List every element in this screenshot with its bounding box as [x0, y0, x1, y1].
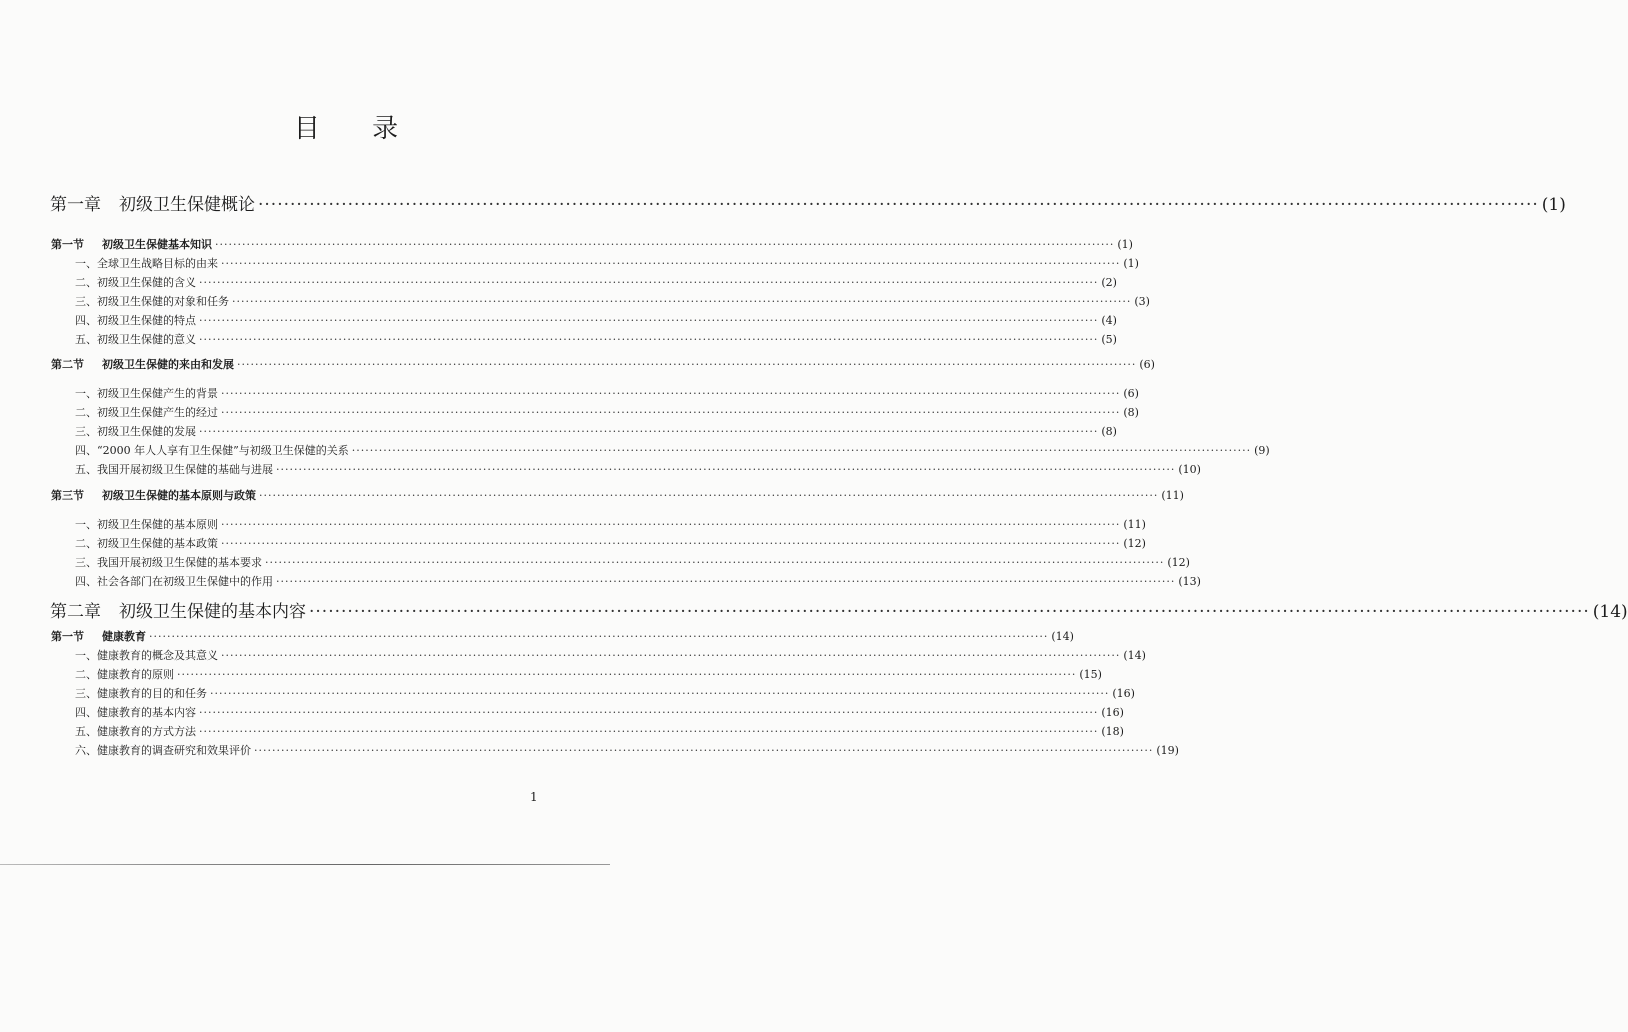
- toc-item: [75, 274, 1117, 290]
- toc-item: [75, 461, 1201, 477]
- toc-item: [75, 685, 1135, 701]
- toc-item: [75, 666, 1102, 682]
- toc-entry-title: [50, 597, 306, 622]
- toc-entry-title: 六、健康教育的调查研究和效果评价: [75, 744, 251, 757]
- toc-entry-title: 三、初级卫生保健的发展: [75, 425, 196, 438]
- leader-dots: ········································································································································································································: [221, 257, 1121, 270]
- toc-entry-title: 一、初级卫生保健的基本原则: [75, 518, 218, 531]
- leader-dots: ········································································································································································································: [221, 649, 1121, 662]
- toc-entry-number: 第三节: [51, 489, 84, 502]
- toc-entry-title: 五、我国开展初级卫生保健的基础与进展: [75, 463, 273, 476]
- toc-item: [75, 255, 1139, 271]
- toc-section: [51, 236, 1133, 252]
- toc-entry-number: 第一章: [50, 195, 101, 215]
- toc-entry-title: [51, 487, 256, 503]
- page-title: 目 录: [293, 114, 421, 144]
- toc-entry-page: (1): [1117, 238, 1133, 251]
- toc-item: [75, 723, 1124, 739]
- toc-entry-page: (6): [1139, 358, 1155, 371]
- toc-entry-title: 三、健康教育的目的和任务: [75, 687, 207, 700]
- toc-entry-page: (10): [1178, 463, 1201, 476]
- leader-dots: ········································································································································································································: [221, 387, 1121, 400]
- toc-entry-title: 二、初级卫生保健产生的经过: [75, 406, 218, 419]
- leader-dots: ········································································································································································································: [215, 238, 1115, 251]
- leader-dots: ········································································································································································································: [258, 195, 1539, 215]
- toc-entry-title: [51, 356, 234, 372]
- leader-dots: ········································································································································································································: [254, 744, 1154, 757]
- toc-section: [51, 628, 1074, 644]
- toc-entry-title: [51, 628, 146, 644]
- leader-dots: ········································································································································································································: [199, 725, 1099, 738]
- toc-entry-page: (11): [1123, 518, 1146, 531]
- toc-entry-page: (15): [1079, 668, 1102, 681]
- leader-dots: ········································································································································································································: [309, 602, 1590, 622]
- leader-dots: ········································································································································································································: [265, 556, 1165, 569]
- leader-dots: ········································································································································································································: [276, 463, 1176, 476]
- toc-item: [75, 535, 1146, 551]
- leader-dots: ········································································································································································································: [221, 537, 1121, 550]
- toc-item: [75, 423, 1117, 439]
- toc-item: [75, 742, 1179, 758]
- toc-entry-page: (12): [1123, 537, 1146, 550]
- toc-entry-title: 一、全球卫生战略目标的由来: [75, 257, 218, 270]
- toc-entry-title: [50, 190, 255, 215]
- toc-entry-page: (8): [1101, 425, 1117, 438]
- toc-entry-title: 四、“2000 年人人享有卫生保健”与初级卫生保健的关系: [75, 444, 349, 457]
- toc-entry-title: 一、初级卫生保健产生的背景: [75, 387, 218, 400]
- toc-entry-title: 四、社会各部门在初级卫生保健中的作用: [75, 575, 273, 588]
- toc-entry-page: (14): [1051, 630, 1074, 643]
- toc-entry-text: 健康教育: [102, 630, 146, 643]
- toc-item: [75, 704, 1124, 720]
- toc-item: [75, 312, 1117, 328]
- leader-dots: ········································································································································································································: [237, 358, 1137, 371]
- toc-entry-number: 第二章: [50, 602, 101, 622]
- toc-item: [75, 293, 1150, 309]
- toc-entry-title: 二、初级卫生保健的基本政策: [75, 537, 218, 550]
- toc-entry-title: 五、健康教育的方式方法: [75, 725, 196, 738]
- toc-entry-page: (1): [1123, 257, 1139, 270]
- leader-dots: ········································································································································································································: [199, 706, 1099, 719]
- toc-entry-text: 初级卫生保健基本知识: [102, 238, 212, 251]
- toc-entry-title: 三、我国开展初级卫生保健的基本要求: [75, 556, 262, 569]
- toc-chapter: [50, 190, 1566, 215]
- toc-entry-page: (19): [1156, 744, 1179, 757]
- leader-dots: ········································································································································································································: [259, 489, 1159, 502]
- toc-entry-page: (4): [1101, 314, 1117, 327]
- toc-item: [75, 573, 1201, 589]
- toc-section: [51, 356, 1155, 372]
- toc-entry-page: (9): [1254, 444, 1270, 457]
- toc-chapter: [50, 597, 1628, 622]
- toc-entry-title: [51, 236, 212, 252]
- leader-dots: ········································································································································································································: [199, 333, 1099, 346]
- toc-section: [51, 487, 1184, 503]
- toc-entry-page: (13): [1178, 575, 1201, 588]
- leader-dots: ········································································································································································································: [149, 630, 1049, 643]
- toc-entry-text: 初级卫生保健的基本原则与政策: [102, 489, 256, 502]
- leader-dots: ········································································································································································································: [199, 425, 1099, 438]
- toc-entry-title: 五、初级卫生保健的意义: [75, 333, 196, 346]
- toc-entry-page: (8): [1123, 406, 1139, 419]
- toc-entry-title: 四、健康教育的基本内容: [75, 706, 196, 719]
- toc-entry-text: 初级卫生保健概论: [119, 195, 255, 215]
- toc-entry-text: 初级卫生保健的来由和发展: [102, 358, 234, 371]
- toc-entry-page: (6): [1123, 387, 1139, 400]
- toc-item: [75, 442, 1270, 458]
- toc-entry-page: (11): [1161, 489, 1184, 502]
- toc-entry-page: (14): [1123, 649, 1146, 662]
- leader-dots: ········································································································································································································: [177, 668, 1077, 681]
- toc-entry-page: (5): [1101, 333, 1117, 346]
- toc-item: [75, 385, 1139, 401]
- toc-item: [75, 331, 1117, 347]
- toc-item: [75, 554, 1190, 570]
- toc-entry-page: (16): [1112, 687, 1135, 700]
- leader-dots: ········································································································································································································: [221, 518, 1121, 531]
- toc-entry-page: (3): [1134, 295, 1150, 308]
- toc-entry-page: (14): [1592, 602, 1628, 622]
- leader-dots: ········································································································································································································: [276, 575, 1176, 588]
- toc-item: [75, 404, 1139, 420]
- toc-entry-title: 三、初级卫生保健的对象和任务: [75, 295, 229, 308]
- toc-entry-number: 第二节: [51, 358, 84, 371]
- toc-item: [75, 647, 1146, 663]
- toc-entry-title: 二、健康教育的原则: [75, 668, 174, 681]
- leader-dots: ········································································································································································································: [232, 295, 1132, 308]
- page-number: 1: [530, 790, 538, 804]
- leader-dots: ········································································································································································································: [351, 444, 1252, 457]
- toc-entry-page: (1): [1541, 195, 1566, 215]
- toc-entry-number: 第一节: [51, 238, 84, 251]
- toc-entry-text: 初级卫生保健的基本内容: [119, 602, 306, 622]
- toc-entry-title: 四、初级卫生保健的特点: [75, 314, 196, 327]
- toc-entry-page: (16): [1101, 706, 1124, 719]
- toc-entry-page: (12): [1167, 556, 1190, 569]
- leader-dots: ········································································································································································································: [221, 406, 1121, 419]
- scan-edge-line: [0, 864, 610, 865]
- leader-dots: ········································································································································································································: [199, 276, 1099, 289]
- toc-entry-page: (18): [1101, 725, 1124, 738]
- toc-entry-title: 二、初级卫生保健的含义: [75, 276, 196, 289]
- toc-entry-title: 一、健康教育的概念及其意义: [75, 649, 218, 662]
- toc-entry-page: (2): [1101, 276, 1117, 289]
- leader-dots: ········································································································································································································: [210, 687, 1110, 700]
- toc-entry-number: 第一节: [51, 630, 84, 643]
- leader-dots: ········································································································································································································: [199, 314, 1099, 327]
- toc-item: [75, 516, 1146, 532]
